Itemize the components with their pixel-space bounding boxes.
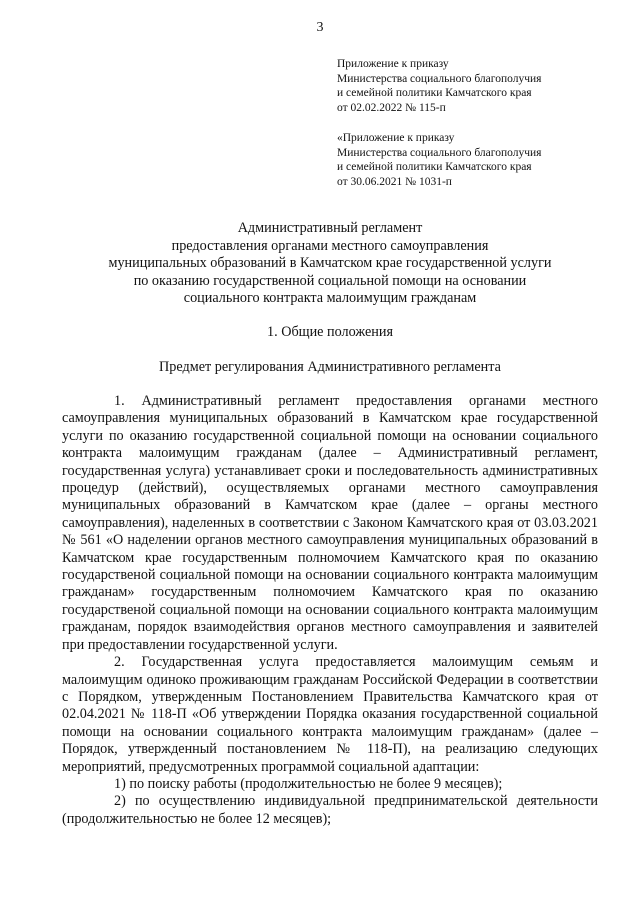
section-subheading: Предмет регулирования Административного регламента bbox=[159, 359, 501, 375]
attachment-line: «Приложение к приказу bbox=[337, 132, 455, 144]
attachment-line: и семейной политики Камчатского края bbox=[337, 87, 532, 99]
section-heading: 1. Общие положения bbox=[267, 324, 393, 340]
attachment-line: Приложение к приказу bbox=[337, 58, 449, 70]
list-item: 2) по осуществлению индивидуальной предпринимательской деятельности (продолжительностью не более 12 месяцев); bbox=[62, 793, 598, 827]
title-line: социального контракта малоимущим гражданам bbox=[183, 290, 477, 306]
paragraph-1: 1. Административный регламент предоставления органами местного самоуправления муниципальных образований в Камчатском крае государственной услуги по оказанию государственной социальной помощи на основании социального контракта малоимущим гражданам (далее – Административный регламент, государственная услуга) устанавливает сроки и последовательность административных процедур (действий), осуществляемых органами местного самоуправления муниципальных образований в Камчатском крае (далее – органы местного самоуправления), наделенных в соответствии с Законом Камчатского края от 03.03.2021 № 561 «О наделении органов местного самоуправления муниципальных образований в Камчатском крае государственным полномочием Камчатского края по оказанию государственой социальной помощи на основании социального контракта малоимущим гражданам» государственным полномочием Камчатского края по оказанию государственой социальной помощи на основании социального контракта малоимущим гражданам, порядок взаимодействия органов местного самоуправления и заявителей при предоставлении государственной услуги. bbox=[62, 393, 598, 653]
attachment-line: Министерства социального благополучия bbox=[337, 72, 542, 85]
page-number: 3 bbox=[316, 20, 324, 35]
document-title bbox=[0, 220, 640, 308]
attachment-line: и семейной политики Камчатского края bbox=[337, 161, 532, 173]
list-item: 1) по поиску работы (продолжительностью не более 9 месяцев); bbox=[114, 775, 503, 792]
paragraph-2: 2. Государственная услуга предоставляется малоимущим семьям и малоимущим одиноко проживающим гражданам Российской Федерации в соответствии с Порядком, утвержденным Постановлением Правительства Камчатского края от 02.04.2021 № 118-П «Об утверждении Порядка оказания государственной социальной помощи на основании социального контракта малоимущим гражданам» (далее – Порядок, утвержденный постановлением № 118-П), на реализацию следующих мероприятий, предусмотренных программой социальной адаптации: bbox=[62, 654, 598, 775]
original-attachment-note bbox=[337, 131, 541, 189]
body-text bbox=[62, 393, 598, 828]
title-line: Административный регламент bbox=[237, 220, 423, 236]
title-line: предоставления органами местного самоуправления bbox=[171, 237, 489, 254]
title-line: по оказанию государственной социальной помощи на основании bbox=[133, 272, 527, 289]
attachment-note bbox=[337, 57, 541, 115]
title-line: муниципальных образований в Камчатском крае государственной услуги bbox=[108, 255, 552, 271]
attachment-line: Министерства социального благополучия bbox=[337, 146, 542, 159]
attachment-line: от 02.02.2022 № 115-п bbox=[337, 101, 446, 114]
attachment-line: от 30.06.2021 № 1031-п bbox=[337, 175, 452, 188]
